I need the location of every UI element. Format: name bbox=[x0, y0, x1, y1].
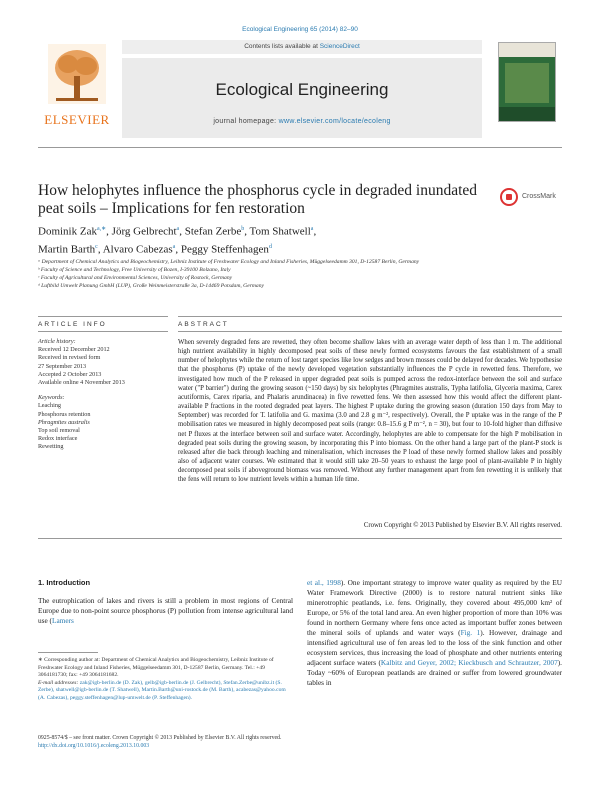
affiliation: ᶜ Faculty of Agricultural and Environmental Sciences, University of Rostock, Germany bbox=[38, 275, 233, 281]
homepage-label: journal homepage: bbox=[213, 118, 279, 125]
abstract-copyright: Crown Copyright © 2013 Published by Elsevier B.V. All rights reserved. bbox=[363, 522, 562, 529]
doi-link[interactable]: http://dx.doi.org/10.1016/j.ecoleng.2013.10.003 bbox=[38, 743, 150, 749]
keyword: Rewetting bbox=[38, 443, 64, 451]
author-name[interactable]: Peggy Steffenhagen bbox=[180, 243, 269, 256]
intro-left-column bbox=[38, 596, 293, 626]
crossmark-icon bbox=[500, 188, 518, 206]
email-label: E-mail addresses: bbox=[38, 679, 80, 686]
keyword: Phragmites australis bbox=[38, 418, 90, 426]
contents-prefix: Contents lists available at bbox=[244, 43, 320, 50]
author-sup[interactable]: a bbox=[172, 243, 176, 250]
author-sup[interactable]: a bbox=[310, 226, 314, 232]
corresponding-note: ∗ Corresponding author at: Department of Chemical Analytics and Biogeochemistry, Leibniz Institute of Freshwater Ecology and Inland Fisheries, Müggelseedamm 301, D-12587 Berlin, Germany. Tel.: +49 3064181730; fax: +49 3064181682. bbox=[38, 657, 274, 679]
divider bbox=[178, 331, 562, 332]
journal-cover-thumbnail[interactable] bbox=[498, 42, 556, 122]
crossmark-label: CrossMark bbox=[522, 193, 556, 200]
affiliation: ᵇ Faculty of Science and Technology, Free University of Bozen, I-39100 Bolzano, Italy bbox=[38, 267, 231, 273]
divider bbox=[38, 316, 168, 317]
divider bbox=[38, 331, 168, 332]
keyword: Redox interface bbox=[38, 435, 78, 443]
masthead bbox=[38, 40, 562, 148]
keyword: Leaching bbox=[38, 402, 62, 410]
contents-band bbox=[122, 40, 482, 54]
affiliations bbox=[38, 258, 498, 290]
elsevier-wordmark: ELSEVIER bbox=[44, 112, 110, 127]
cover-footer bbox=[499, 107, 555, 121]
journal-homepage bbox=[122, 118, 482, 125]
citation-link[interactable]: Kalbitz and Geyer, 2002; Kieckbusch and Schrautzer, 2007 bbox=[380, 658, 558, 667]
author-sup[interactable]: d bbox=[268, 243, 272, 250]
elsevier-logo[interactable] bbox=[38, 40, 116, 140]
history-item: Received 12 December 2012 bbox=[38, 346, 110, 354]
divider bbox=[178, 316, 562, 317]
intro-right-text: ). One important strategy to improve water quality as required by the EU Water Framework Directive (2000) is to restore natural nutrient sinks like minerotrophic peatlands, i.e. fens. Originally, they covered about 495,000 km² of Europe, or 5% of the total land area. An even higher proportion of more than 10% was found in northern Germany where fens once acted as important buffer zones between the mineral soils of uplands and water ways ( bbox=[307, 578, 562, 637]
affiliation: ᵃ Department of Chemical Analytics and Biogeochemistry, Leibniz Institute of Freshwater Ecology and Inland Fisheries, Müggelseedamm 301, D-12587 Berlin, Germany bbox=[38, 259, 420, 265]
history-item: 27 September 2013 bbox=[38, 362, 87, 370]
issn-line: 0925-8574/$ – see front matter. Crown Copyright © 2013 Published by Elsevier B.V. All rights reserved. bbox=[38, 735, 282, 741]
crossmark-badge[interactable] bbox=[500, 186, 562, 210]
bottom-meta bbox=[38, 734, 338, 750]
author-name[interactable]: Stefan Zerbe bbox=[184, 225, 242, 238]
article-title: How helophytes influence the phosphorus cycle in degraded inundated peat soils – Implications for fen restoration bbox=[38, 182, 478, 217]
author-name[interactable]: Alvaro Cabezas bbox=[102, 243, 173, 256]
journal-box bbox=[122, 58, 482, 138]
journal-title: Ecological Engineering bbox=[215, 80, 389, 99]
footnotes bbox=[38, 652, 293, 703]
intro-right-text: ). Today ~60% of European peatlands are drained or suffer from lowered groundwater tables in bbox=[307, 658, 562, 687]
journal-reference[interactable]: Ecological Engineering 65 (2014) 82–90 bbox=[242, 26, 358, 33]
history-heading: Article history: bbox=[38, 338, 76, 345]
sciencedirect-link[interactable]: ScienceDirect bbox=[319, 43, 360, 50]
affiliation: ᵈ Luftbild Umwelt Planung GmbH (LUP), Große Weinmeisterstraße 3a, D-14469 Potsdam, Germany bbox=[38, 283, 264, 289]
elsevier-tree-icon bbox=[48, 44, 106, 104]
intro-right-text: ). However, drainage and intensified agricultural use of fen areas led to the loss of the sink function and other ecosystem services, thus increasing the load of phosphate and other nutrients entering adjacent surface waters ( bbox=[307, 628, 562, 667]
citation-link[interactable]: Lamers bbox=[51, 616, 74, 625]
author-name[interactable]: Dominik Zak bbox=[38, 225, 97, 238]
author-name[interactable]: Tom Shatwell bbox=[249, 225, 311, 238]
cover-header bbox=[499, 43, 555, 57]
author-sup[interactable]: a,∗ bbox=[96, 226, 107, 232]
history-item: Available online 4 November 2013 bbox=[38, 379, 125, 387]
abstract-label: ABSTRACT bbox=[178, 321, 229, 328]
author-name[interactable]: Martin Barth bbox=[38, 243, 96, 256]
intro-left-text: The eutrophication of lakes and rivers is still a problem in most regions of Central Europe due to non-point source phosphorus (P) pollution from intense agricultural land use ( bbox=[38, 596, 293, 625]
abstract-text: When severely degraded fens are rewetted, they often become shallow lakes with an average water depth of less than 1 m. The additional high nutrient availability in highly decomposed peat soils of these newly formed ecosystems favours the fast establishment of a small number of helophytes while the return of lost target species like low sedges and brown mosses could be delayed for decades. We hypothesise that the phosphorus (P) uptake of the newly developed vegetation substantially influences the P cycle in rewetted fens. Therefore, we investigated how much of the P released in upper degraded peat soils is pumped across the redox-interface between the soil and surface water ("P barrier") during the growing season (~150 days) by six helophytes (Phragmites australis, Typha latifolia, Glyceria maxima, Carex acutiformis, Carex riparia, and Phalaris arundinacea) in five rewetted fens. We then assessed how this would affect the different plant-available P fractions in the rooted degraded peat layers. The highest P uptake during the growing season (duration 150 days from May to September) was recorded for T. latifolia and G. maxima (3.0 and 2.8 g m⁻², respectively). Overall, the P uptake was in the range of the P mobilisation rates we measured in highly decomposed peat soils (range: 0.8–15.6 g P m⁻², n = 30), but four to 10-fold higher than diffusive net P fluxes at the interface between soil and surface water. Accordingly, helophytes are able to compensate for the high P mobilisation in degraded peat soils during the growing season, by incorporating this P into biomass. On the other hand a large part of the plant-P stock is released after die back through leaching and mineralisation, which increases the P load of these newly formed shallow lakes and possibly also of adjacent water courses. We estimated that it would still take 20–50 years to exhaust the large pool of plant-available P in highly decomposed peat soils if aboveground biomass was removed. Without any further management apart from fen rewetting it is unlikely that the fens will return to low nutrient levels within a human life time. bbox=[178, 339, 562, 484]
history-item: Received in revised form bbox=[38, 354, 101, 362]
email-links[interactable]: zak@igb-berlin.de (D. Zak), gelb@igb-berlin.de (J. Gelbrecht), Stefan.Zerbe@unibz.it (S. Zerbe), shatwell@igb-berlin.de (T. Shatwell), Martin.Barth@uni-rostock.de (M. Barth), acabezas@yahoo.com (A. Cabezas), peggy.steffenhagen@lup-umwelt.de (P. Steffenhagen). bbox=[38, 679, 286, 701]
keyword: Top soil removal bbox=[38, 427, 80, 435]
author-list: Dominik Zak$^{a,∗}$, Jörg Gelbrecht$^a$, Stefan Zerbe$^b$, Tom Shatwell$^a$, Martin Barth$^c$, Alvaro Cabezas$^a$, Peggy Steffenhagen$^d$ bbox=[38, 225, 317, 256]
divider bbox=[38, 538, 562, 539]
keywords-heading: Keywords: bbox=[38, 394, 65, 402]
author-name[interactable]: Jörg Gelbrecht bbox=[111, 225, 177, 238]
intro-heading: 1. Introduction bbox=[38, 578, 91, 587]
cover-image bbox=[505, 63, 549, 103]
history-item: Accepted 2 October 2013 bbox=[38, 370, 102, 378]
intro-right-column bbox=[307, 578, 562, 688]
homepage-url-link[interactable]: www.elsevier.com/locate/ecoleng bbox=[278, 118, 391, 125]
article-info-panel bbox=[38, 338, 168, 452]
citation-link[interactable]: et al., 1998 bbox=[307, 578, 341, 587]
author-sup[interactable]: c bbox=[95, 243, 98, 250]
footnote-rule bbox=[38, 652, 98, 653]
author-sup[interactable]: a bbox=[176, 226, 180, 232]
email-note bbox=[38, 680, 293, 703]
figure-link[interactable]: Fig. 1 bbox=[460, 628, 481, 637]
spacer bbox=[38, 387, 168, 394]
article-info-label: ARTICLE INFO bbox=[38, 321, 107, 328]
keyword: Phosphorus retention bbox=[38, 410, 91, 418]
author-sup[interactable]: b bbox=[241, 226, 245, 232]
